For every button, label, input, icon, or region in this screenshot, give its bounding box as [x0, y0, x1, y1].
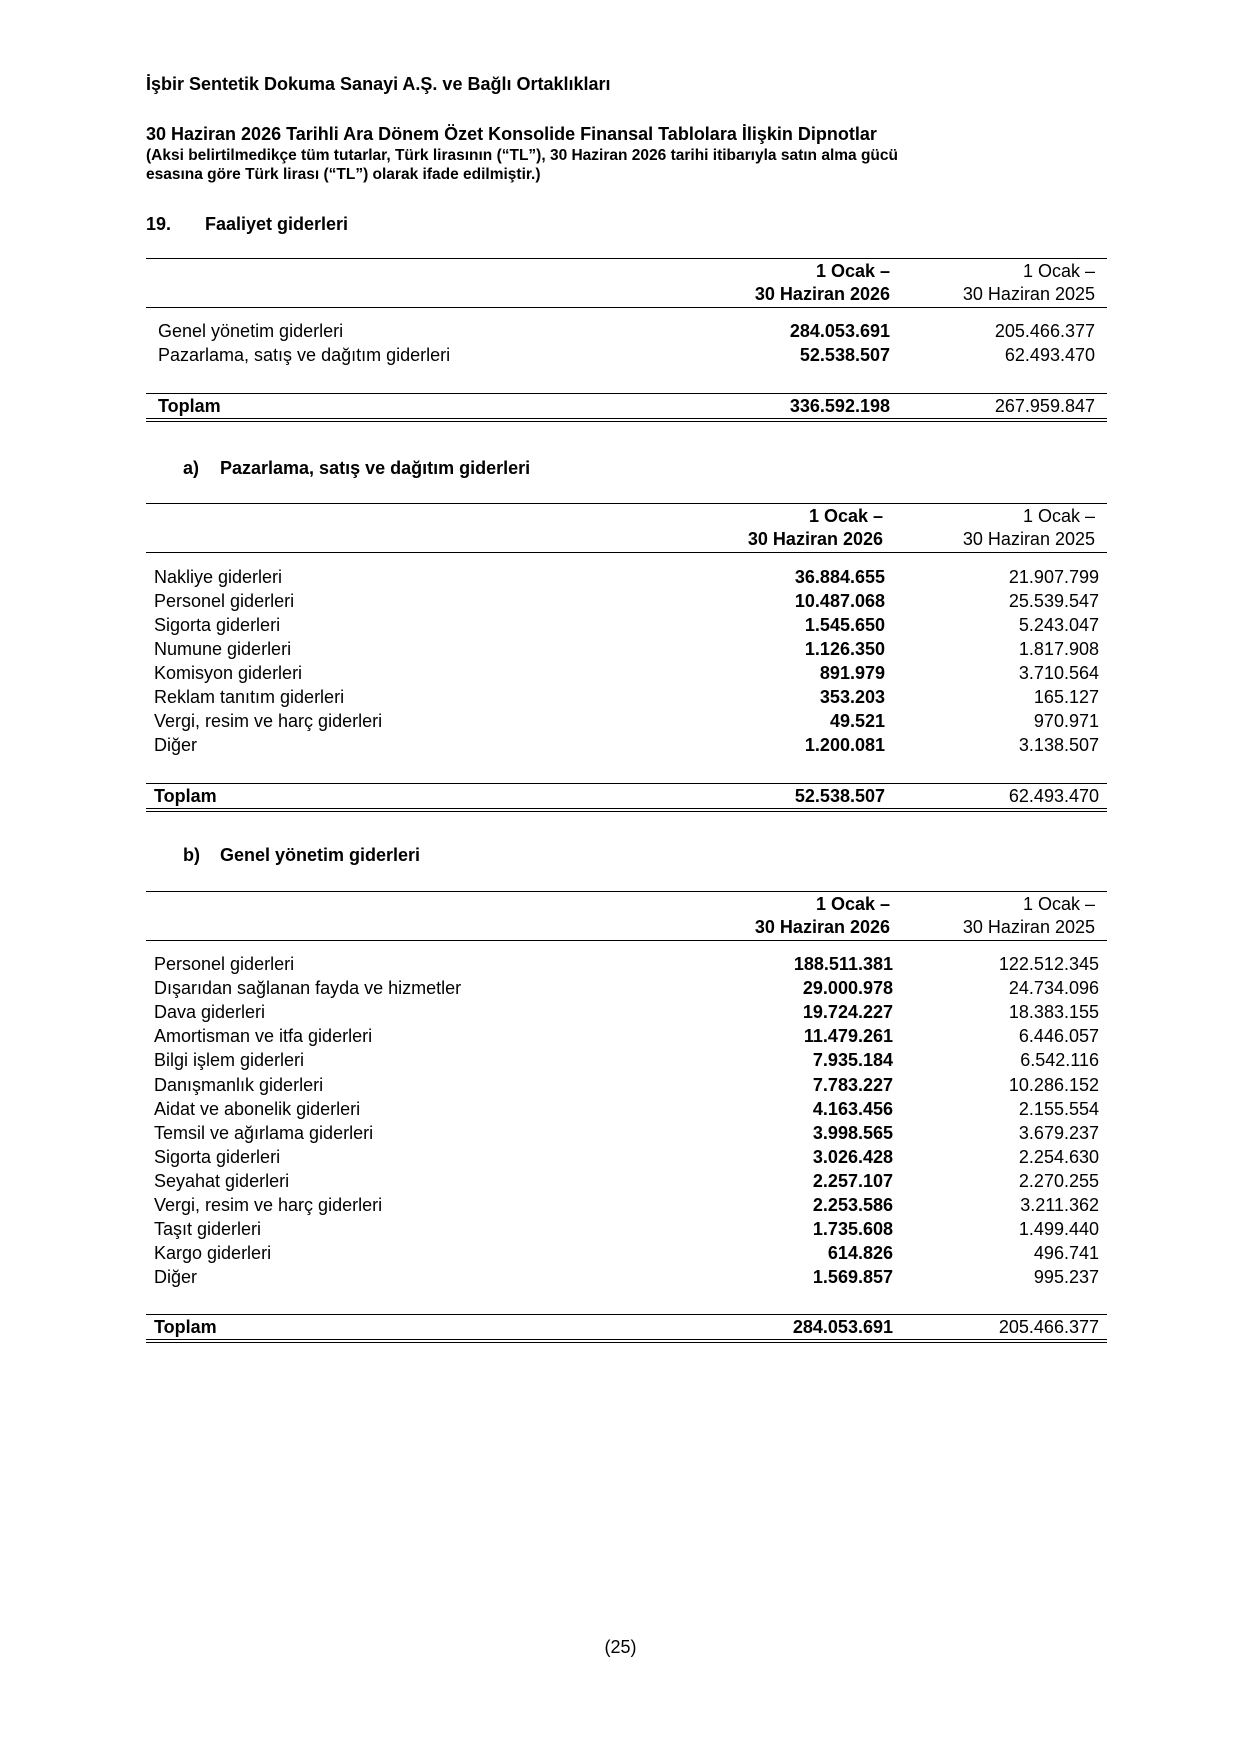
- total-label: Toplam: [154, 786, 217, 806]
- header-bottom-rule: [146, 307, 1107, 308]
- row-label: Pazarlama, satış ve dağıtım giderleri: [158, 344, 451, 365]
- total-value-current: 284.053.691: [792, 1317, 893, 1337]
- column-header-prior-line1: 1 Ocak –: [1022, 894, 1095, 914]
- row-value-current: 3.998.565: [812, 1122, 893, 1143]
- row-value-prior: 3.138.507: [1018, 735, 1099, 755]
- table-row: [146, 1217, 1107, 1241]
- table-row: [146, 565, 1107, 589]
- row-label: Numune giderleri: [154, 639, 292, 659]
- row-value-current: 614.826: [827, 1243, 893, 1264]
- column-header-current-line2: 30 Haziran 2026: [754, 284, 890, 304]
- table-top-rule: [146, 891, 1107, 892]
- row-value-current: 7.783.227: [812, 1074, 893, 1095]
- row-value-prior: 3.679.237: [1018, 1122, 1099, 1143]
- row-value-prior: 122.512.345: [998, 954, 1099, 974]
- row-label: Genel yönetim giderleri: [158, 321, 344, 341]
- row-value-current: 1.545.650: [804, 615, 885, 635]
- row-value-current: 2.253.586: [812, 1195, 893, 1215]
- section-number: 19.: [146, 214, 172, 234]
- column-header-current-line2: 30 Haziran 2026: [754, 917, 890, 937]
- row-value-current: 10.487.068: [794, 591, 885, 611]
- subsection-a-title: Pazarlama, satış ve dağıtım giderleri: [220, 458, 531, 478]
- total-value-current: 336.592.198: [789, 396, 890, 416]
- table-row: [146, 1073, 1107, 1097]
- row-value-current: 11.479.261: [803, 1026, 893, 1047]
- total-bottom-double-rule: [146, 1339, 1107, 1343]
- summary-table: [146, 258, 1107, 438]
- row-value-prior: 62.493.470: [1004, 344, 1095, 365]
- column-header-current-line1: 1 Ocak –: [815, 894, 890, 914]
- total-bottom-double-rule: [146, 808, 1107, 812]
- table-row: [146, 709, 1107, 733]
- marketing-expenses-table: [146, 503, 1107, 823]
- row-label: Kargo giderleri: [154, 1243, 272, 1264]
- table-row: [146, 733, 1107, 757]
- row-label: Danışmanlık giderleri: [154, 1074, 324, 1095]
- section-title: Faaliyet giderleri: [205, 214, 349, 234]
- table-top-rule: [146, 503, 1107, 504]
- row-value-current: 2.257.107: [812, 1170, 893, 1191]
- row-value-prior: 3.211.362: [1020, 1195, 1099, 1215]
- row-value-current: 36.884.655: [794, 567, 885, 587]
- table-top-rule: [146, 258, 1107, 259]
- table-row: [146, 637, 1107, 661]
- row-label: Personel giderleri: [154, 954, 295, 974]
- row-value-current: 891.979: [819, 663, 885, 683]
- document-note-line-2: esasına göre Türk lirası (“TL”) olarak ifade edilmiştir.): [146, 166, 541, 183]
- general-admin-expenses-table: [146, 891, 1107, 1361]
- row-value-current: 49.521: [829, 711, 885, 731]
- row-value-prior: 2.155.554: [1018, 1098, 1099, 1119]
- row-value-prior: 970.971: [1033, 711, 1099, 731]
- row-label: Sigorta giderleri: [154, 1146, 281, 1167]
- subsection-b-title: Genel yönetim giderleri: [220, 845, 421, 865]
- row-value-prior: 6.446.057: [1018, 1026, 1099, 1047]
- row-value-prior: 6.542.116: [1020, 1050, 1099, 1071]
- row-value-current: 29.000.978: [802, 978, 893, 999]
- header-bottom-rule: [146, 940, 1107, 941]
- row-label: Vergi, resim ve harç giderleri: [154, 711, 383, 731]
- column-header-prior: [963, 505, 1095, 551]
- table-row: [146, 1169, 1107, 1193]
- total-bottom-double-rule: [146, 418, 1107, 422]
- row-value-current: 353.203: [819, 687, 885, 707]
- subsection-b-letter: b): [183, 845, 200, 865]
- row-value-current: 188.511.381: [793, 954, 893, 974]
- row-label: Vergi, resim ve harç giderleri: [154, 1195, 383, 1215]
- subsection-a-letter: a): [183, 458, 200, 478]
- row-value-current: 4.163.456: [812, 1098, 893, 1119]
- total-value-current: 52.538.507: [794, 786, 885, 806]
- row-value-current: 1.200.081: [804, 735, 885, 755]
- total-row: [146, 784, 1107, 808]
- page-number: (25): [604, 1637, 637, 1657]
- column-header-current: [755, 260, 890, 306]
- row-value-prior: 10.286.152: [1008, 1074, 1099, 1095]
- row-value-prior: 165.127: [1033, 687, 1099, 707]
- table-row: [146, 1121, 1107, 1145]
- row-value-prior: 24.734.096: [1008, 978, 1099, 999]
- column-header-current-line2: 30 Haziran 2026: [747, 529, 883, 549]
- row-value-prior: 21.907.799: [1008, 567, 1099, 587]
- row-label: Komisyon giderleri: [154, 663, 303, 683]
- table-row: [146, 952, 1107, 976]
- total-value-prior: 205.466.377: [998, 1317, 1099, 1337]
- row-value-prior: 205.466.377: [994, 321, 1095, 341]
- row-label: Reklam tanıtım giderleri: [154, 687, 345, 707]
- row-value-prior: 2.270.255: [1018, 1170, 1099, 1191]
- header-bottom-rule: [146, 552, 1107, 553]
- document-note: [146, 146, 1096, 184]
- table-row: [146, 976, 1107, 1000]
- document-title: 30 Haziran 2026 Tarihli Ara Dönem Özet Konsolide Finansal Tablolara İlişkin Dipnotlar: [146, 124, 877, 144]
- row-value-prior: 5.243.047: [1018, 615, 1099, 635]
- row-value-current: 1.569.857: [812, 1267, 893, 1288]
- company-name: İşbir Sentetik Dokuma Sanayi A.Ş. ve Bağlı Ortaklıkları: [146, 74, 611, 94]
- row-value-current: 19.724.227: [802, 1002, 893, 1023]
- row-value-prior: 1.817.908: [1018, 639, 1099, 659]
- row-value-prior: 496.741: [1033, 1243, 1099, 1264]
- table-row: [146, 1024, 1107, 1048]
- row-label: Personel giderleri: [154, 591, 295, 611]
- row-value-current: 1.126.350: [804, 639, 885, 659]
- row-label: Aidat ve abonelik giderleri: [154, 1098, 361, 1119]
- column-header-prior-line1: 1 Ocak –: [1022, 506, 1095, 526]
- row-label: Nakliye giderleri: [154, 567, 283, 587]
- table-row: [146, 1265, 1107, 1289]
- table-row: [146, 319, 1107, 343]
- row-value-prior: 18.383.155: [1008, 1002, 1099, 1023]
- row-value-current: 284.053.691: [789, 321, 890, 341]
- table-row: [146, 1193, 1107, 1217]
- row-label: Temsil ve ağırlama giderleri: [154, 1122, 374, 1143]
- row-label: Dışarıdan sağlanan fayda ve hizmetler: [154, 978, 462, 999]
- table-row: [146, 343, 1107, 367]
- column-header-prior-line2: 30 Haziran 2025: [962, 529, 1095, 549]
- table-row: [146, 1241, 1107, 1265]
- table-row: [146, 685, 1107, 709]
- row-value-prior: 995.237: [1033, 1267, 1099, 1288]
- row-value-prior: 1.499.440: [1018, 1219, 1099, 1240]
- column-header-prior: [963, 893, 1095, 939]
- row-value-current: 7.935.184: [812, 1050, 893, 1071]
- column-header-prior-line2: 30 Haziran 2025: [962, 284, 1095, 304]
- total-value-prior: 62.493.470: [1008, 786, 1099, 806]
- table-row: [146, 661, 1107, 685]
- column-header-prior-line2: 30 Haziran 2025: [962, 917, 1095, 937]
- row-label: Taşıt giderleri: [154, 1219, 262, 1240]
- table-row: [146, 1048, 1107, 1072]
- row-label: Amortisman ve itfa giderleri: [154, 1026, 373, 1047]
- total-row: [146, 394, 1107, 418]
- column-header-current: [748, 505, 883, 551]
- row-value-prior: 2.254.630: [1018, 1146, 1099, 1167]
- row-value-current: 1.735.608: [812, 1219, 893, 1240]
- row-value-current: 52.538.507: [799, 344, 890, 365]
- table-row: [146, 589, 1107, 613]
- table-row: [146, 613, 1107, 637]
- total-label: Toplam: [154, 1317, 217, 1337]
- column-header-prior: [963, 260, 1095, 306]
- column-header-current-line1: 1 Ocak –: [808, 506, 883, 526]
- row-label: Diğer: [154, 1267, 198, 1288]
- row-label: Bilgi işlem giderleri: [154, 1050, 305, 1071]
- document-note-line-1: (Aksi belirtilmedikçe tüm tutarlar, Türk lirasının (“TL”), 30 Haziran 2026 tarihi itibarıyla satın alma gücü: [146, 147, 898, 164]
- row-value-prior: 3.710.564: [1018, 663, 1099, 683]
- total-row: [146, 1315, 1107, 1339]
- row-label: Seyahat giderleri: [154, 1170, 290, 1191]
- table-row: [146, 1097, 1107, 1121]
- row-value-current: 3.026.428: [812, 1146, 893, 1167]
- row-value-prior: 25.539.547: [1008, 591, 1099, 611]
- row-label: Sigorta giderleri: [154, 615, 281, 635]
- table-row: [146, 1145, 1107, 1169]
- column-header-current-line1: 1 Ocak –: [815, 261, 890, 281]
- column-header-prior-line1: 1 Ocak –: [1022, 261, 1095, 281]
- table-row: [146, 1000, 1107, 1024]
- row-label: Dava giderleri: [154, 1002, 266, 1023]
- total-label: Toplam: [158, 396, 221, 416]
- total-value-prior: 267.959.847: [994, 396, 1095, 416]
- column-header-current: [755, 893, 890, 939]
- row-label: Diğer: [154, 735, 198, 755]
